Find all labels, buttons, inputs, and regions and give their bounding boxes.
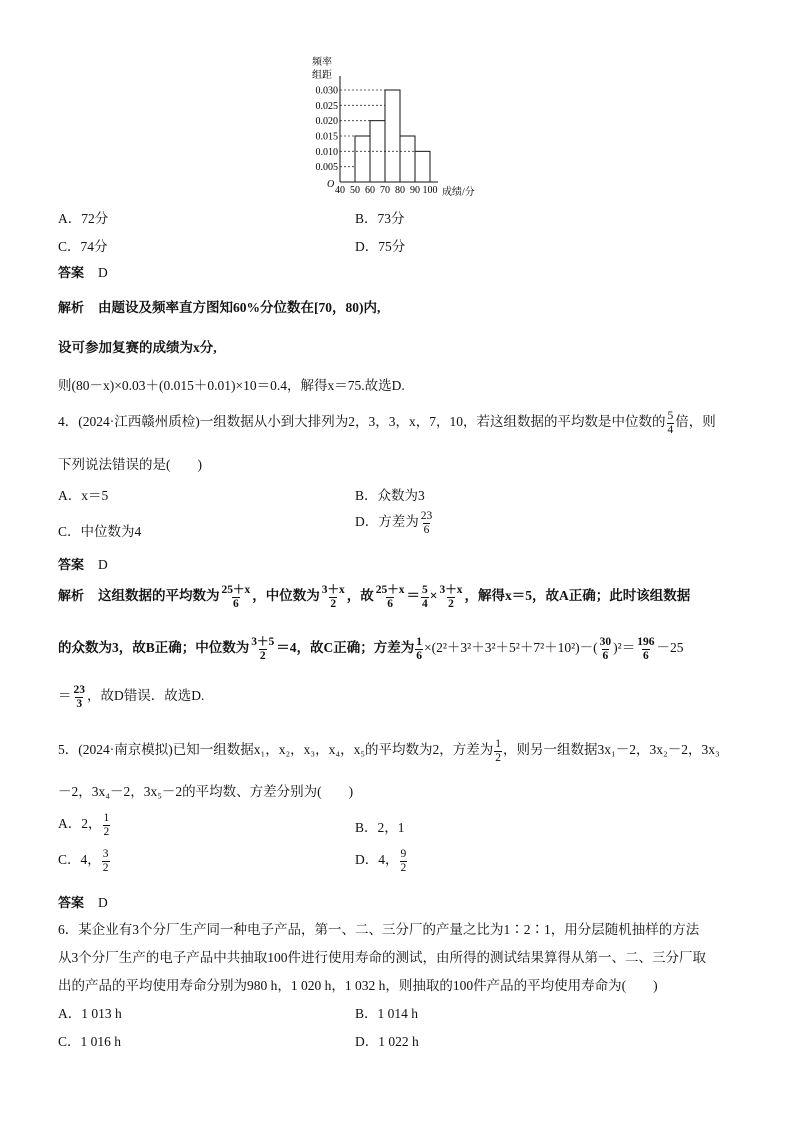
q6-option-d: D．1 022 h	[355, 1034, 419, 1049]
q6-stem-2: 从3个分厂生产的电子产品中共抽取100件进行使用寿命的测试，由所得的测试结果算得从第一、二、三分厂取	[58, 950, 706, 965]
x-tick-label: 60	[365, 185, 375, 196]
option-d: D．75分	[355, 239, 406, 254]
analysis-line-1	[58, 296, 380, 316]
histogram-bar	[385, 90, 400, 182]
q4-answer-row	[58, 554, 108, 573]
x-tick-label: 100	[422, 185, 438, 196]
q5-option-a: A．2， $\frac{1}{2}$	[58, 812, 110, 838]
q4-option-b: B．众数为3	[355, 488, 425, 503]
y-tick-label: 0.025	[315, 100, 338, 112]
y-tick-label: 0.030	[315, 85, 338, 97]
q4-option-a: A．x＝5	[58, 488, 109, 503]
histogram-bar	[400, 136, 415, 182]
y-tick-label: 0.015	[315, 131, 338, 143]
q4-analysis-line-1: 解析 这组数据的平均数为 $\frac{25+x}{6}$ ，中位数为 $\frac{3+x}{2}$ ，故 $\frac{25+x}{6}$ ＝ $\frac{5}{4}$ × $\frac{3+x}{2}$ ，解得x＝5，故A正确；此时该组数据	[58, 584, 691, 610]
analysis-label: 解析	[58, 301, 85, 316]
q5-option-d: D．4， $\frac{9}{2}$	[355, 848, 407, 874]
q6-stem-1: 6．某企业有3个分厂生产同一种电子产品，第一、二、三分厂的产量之比为1∶2∶1，用分层随机抽样的方法	[58, 922, 700, 937]
analysis-line-2: 设可参加复赛的成绩为x分,	[58, 340, 217, 355]
x-tick-label: 70	[380, 185, 390, 196]
histogram-bar	[415, 151, 430, 182]
q4-analysis-line-2: 的众数为3，故B正确；中位数为 $\frac{3+5}{2}$ ＝4，故C正确；方差为 $\frac{1}{6}$ ×(2²＋3²＋3²＋5²＋7²＋10²)－( $\frac{30}{6}$ )²＝ $\frac{196}{6}$ －25	[58, 636, 684, 662]
q6-option-c: C．1 016 h	[58, 1034, 122, 1049]
x-tick-label: 50	[350, 185, 360, 196]
answer-label: 答案	[58, 558, 85, 573]
y-tick-label: 0.005	[315, 162, 338, 174]
answer-label: 答案	[58, 266, 85, 281]
q5-answer-row	[58, 892, 108, 911]
q4-option-d: D．方差为 $\frac{23}{6}$	[355, 510, 433, 536]
analysis-line-3: 则(80－x)×0.03＋(0.015＋0.01)×10＝0.4，解得x＝75.故选D.	[58, 378, 405, 393]
origin-label: O	[327, 179, 335, 190]
answer-label: 答案	[58, 896, 85, 911]
option-a: A．72分	[58, 211, 109, 226]
y-axis-label-top: 频率	[312, 57, 332, 68]
analysis-label: 解析	[58, 589, 85, 605]
q4-stem-2: 下列说法错误的是( )	[58, 457, 202, 472]
x-tick-label: 80	[395, 185, 405, 196]
q5-option-b: B．2，1	[355, 820, 405, 835]
q4-stem-text-2: 倍，则	[675, 414, 716, 430]
y-tick-label: 0.010	[315, 146, 338, 158]
q6-option-b: B．1 014 h	[355, 1006, 419, 1021]
q5-option-c: C．4， $\frac{3}{2}$	[58, 848, 109, 874]
x-tick-label: 90	[410, 185, 420, 196]
option-b: B．73分	[355, 211, 405, 226]
y-tick-label: 0.020	[315, 116, 338, 128]
q5-stem-2: －2，3x₄－2，3x₅－2的平均数、方差分别为( )	[58, 784, 354, 799]
y-axis-label-bottom: 组距	[312, 70, 332, 81]
q4-stem-1	[58, 410, 716, 436]
q4-stem-text: 4．(2024·江西赣州质检)一组数据从小到大排列为2，3，3，x，7，10，若这组数据的平均数是中位数的	[58, 414, 666, 430]
q5-stem-1: 5．(2024·南京模拟)已知一组数据x₁，x₂，x₃，x₄，x₅的平均数为2，方差为 $\frac{1}{2}$ ，则另一组数据3x₁－2，3x₂－2，3x₃	[58, 738, 720, 764]
fraction: $\frac{5}{4}$	[667, 410, 674, 436]
answer-value: D	[98, 265, 108, 280]
answer-row	[58, 262, 108, 281]
q6-option-a: A．1 013 h	[58, 1006, 122, 1021]
x-axis-label: 成绩/分	[442, 187, 475, 198]
q6-stem-3: 出的产品的平均使用寿命分别为980 h，1 020 h，1 032 h，则抽取的100件产品的平均使用寿命为( )	[58, 978, 658, 993]
histogram-bar	[355, 136, 370, 182]
q4-option-c: C．中位数为4	[58, 524, 142, 539]
q4-analysis-line-3: ＝ $\frac{23}{3}$ ，故D错误．故选D.	[58, 684, 205, 710]
option-c: C．74分	[58, 239, 108, 254]
answer-value: D	[98, 895, 108, 910]
frequency-histogram	[300, 52, 500, 202]
analysis-text: 由题设及频率直方图知60%分位数在[70，80)内,	[98, 300, 381, 315]
x-tick-label: 40	[335, 185, 345, 196]
answer-value: D	[98, 557, 108, 572]
